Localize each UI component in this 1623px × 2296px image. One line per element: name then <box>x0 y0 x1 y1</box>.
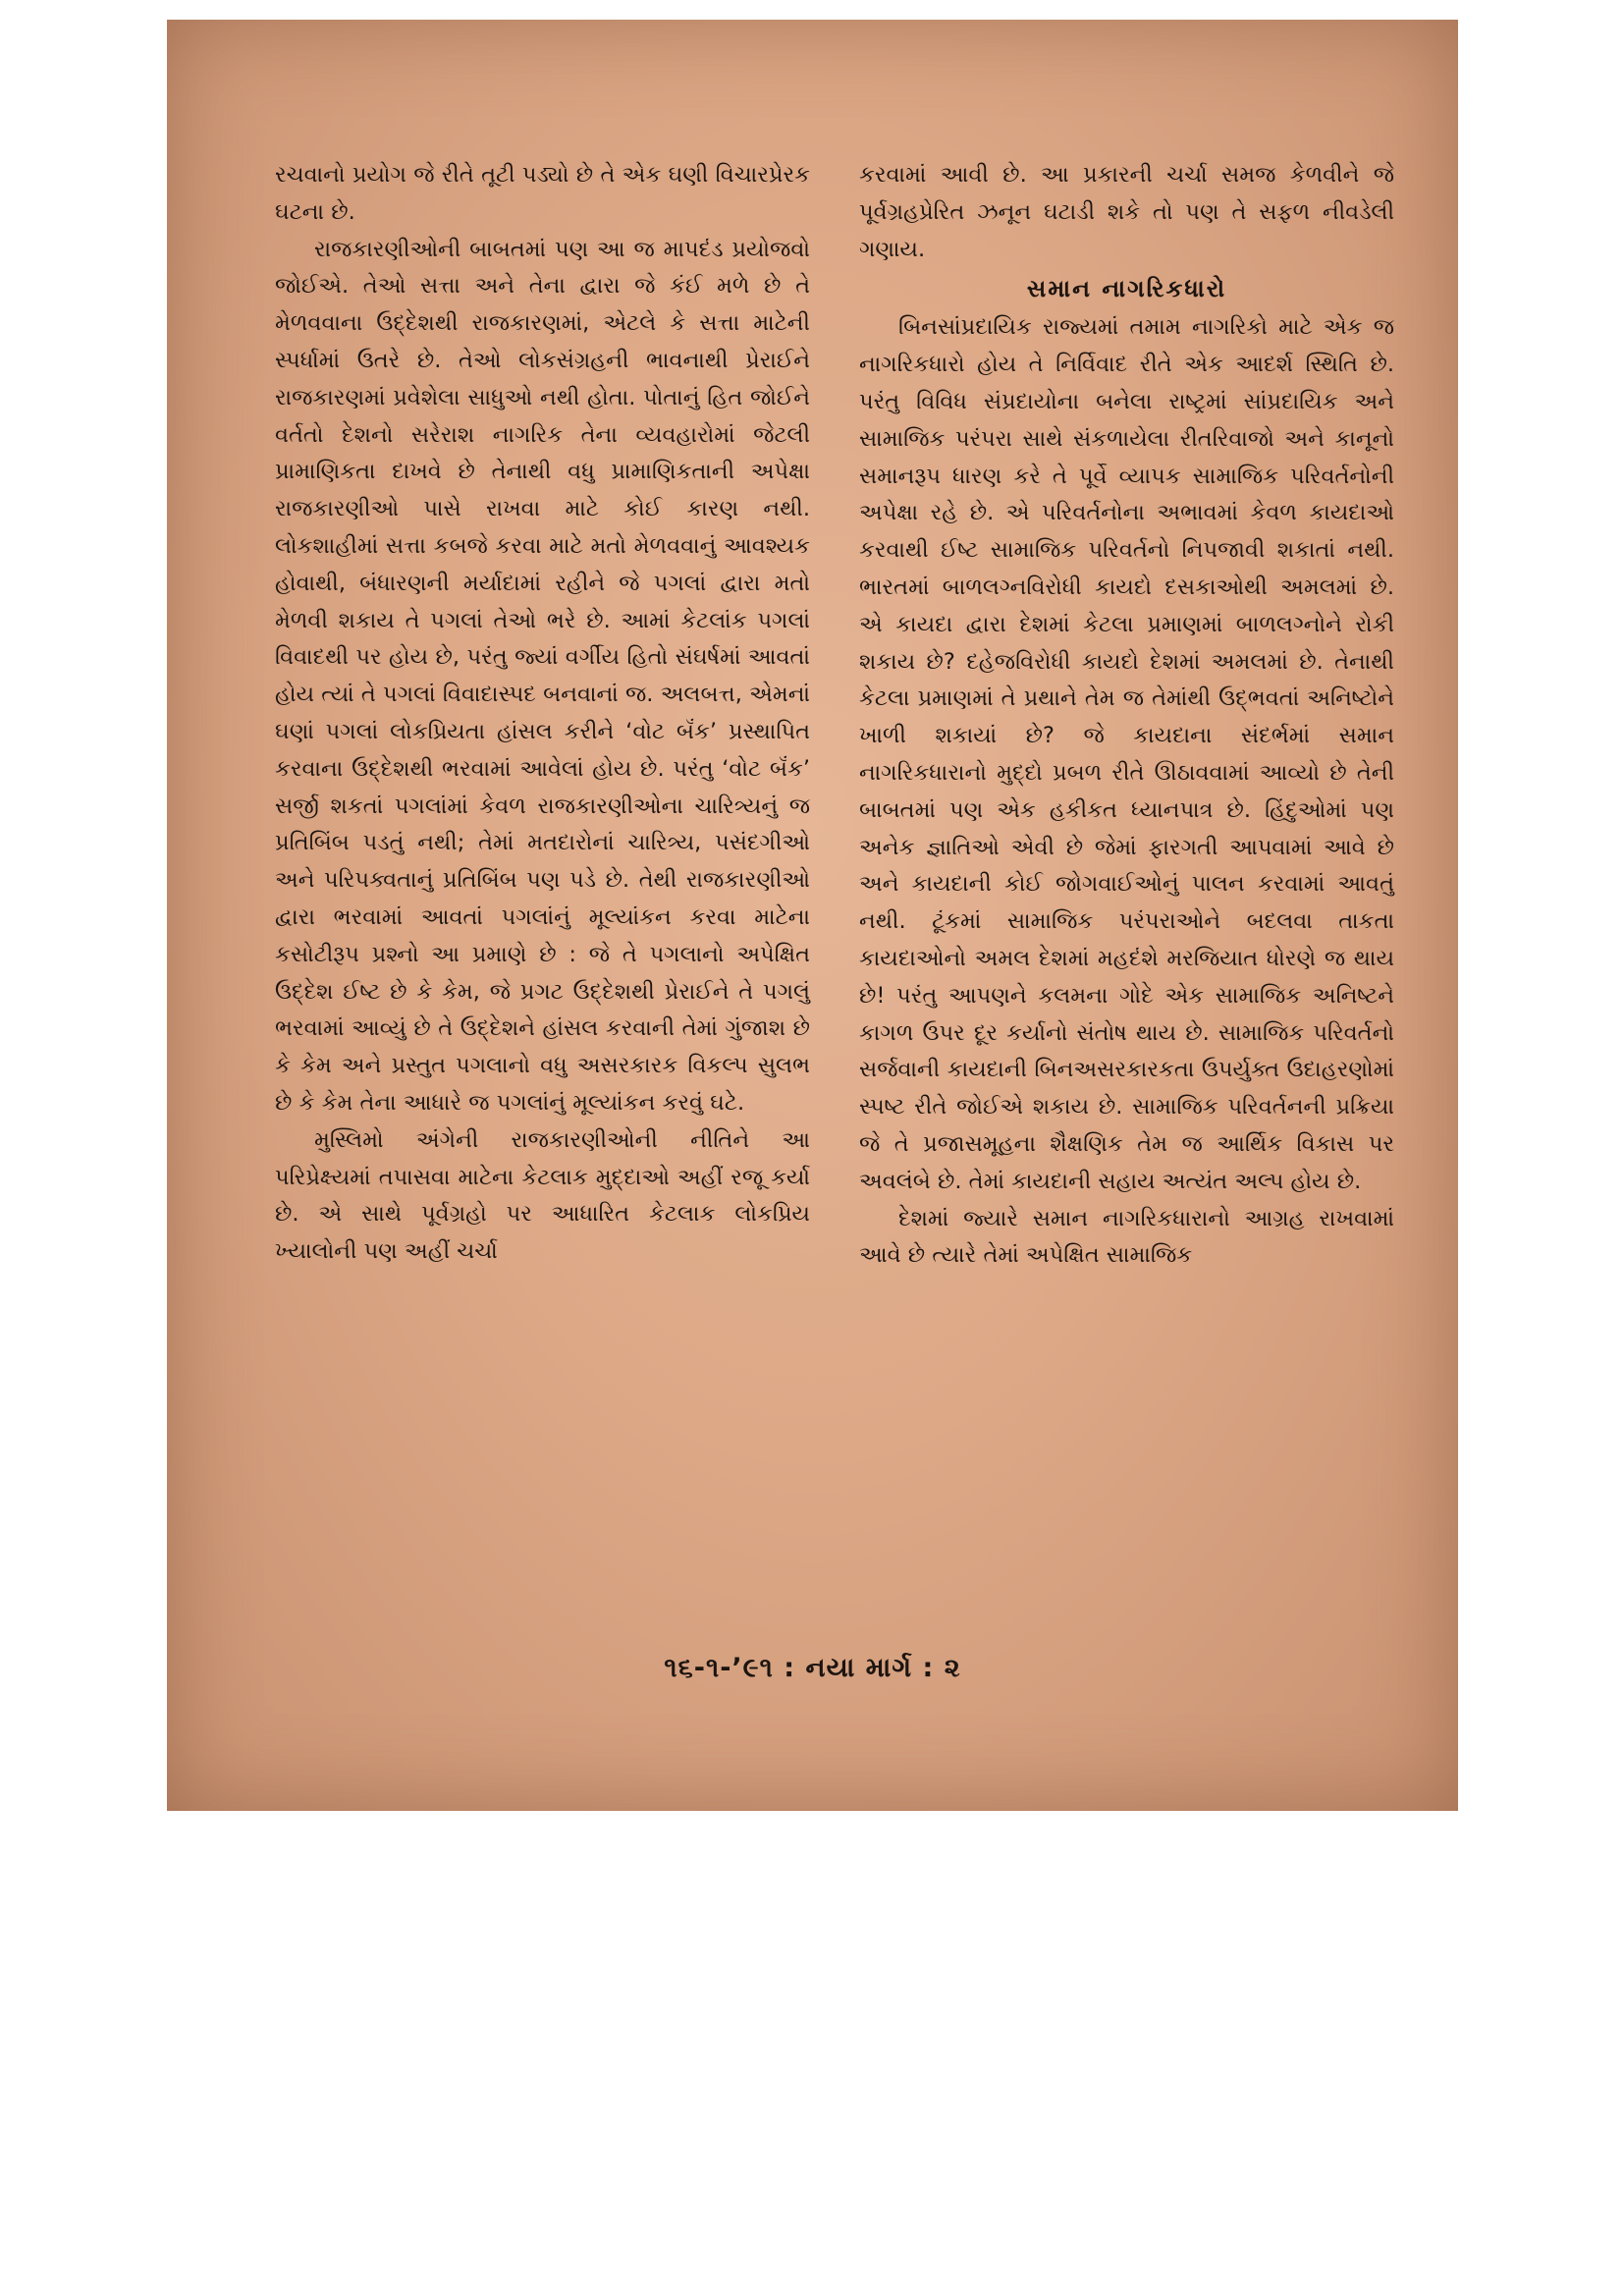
right-paragraph-3: દેશમાં જ્યારે સમાન નાગરિકધારાનો આગ્રહ રાખવામાં આવે છે ત્યારે તેમાં અપેક્ષિત સામાજિક <box>859 1205 1394 1269</box>
page-footer: ૧૬-૧-’૯૧ : નયા માર્ગ : ૨ <box>664 1653 961 1683</box>
right-paragraph-2: બિનસાંપ્રદાયિક રાજ્યમાં તમામ નાગરિકો માટે એક જ નાગરિકધારો હોય તે નિર્વિવાદ રીતે એક આદર્શ સ્થિતિ છે. પરંતુ વિવિધ સંપ્રદાયોના બનેલા રાષ્ટ્રમાં સાંપ્રદાયિક અને સામાજિક પરંપરા સાથે સંકળાયેલા રીતરિવાજો અને કાનૂનો સમાનરૂપ ધારણ કરે તે પૂર્વે વ્યાપક સામાજિક પરિવર્તનોની અપેક્ષા રહે છે. એ પરિવર્તનોના અભાવમાં કેવળ કાયદાઓ કરવાથી ઈષ્ટ સામાજિક પરિવર્તનો નિપજાવી શકાતાં નથી. ભારતમાં બાળલગ્નવિરોધી કાયદો દસકાઓથી અમલમાં છે. એ કાયદા દ્વારા દેશમાં કેટલા પ્રમાણમાં બાળલગ્નોને રોકી શકાય છે? દહેજવિરોધી કાયદો દેશમાં અમલમાં છે. તેનાથી કેટલા પ્રમાણમાં તે પ્રથાને તેમ જ તેમાંથી ઉદ્ભવતાં અનિષ્ટોને ખાળી શકાયાં છે? જે કાયદાના સંદર્ભમાં સમાન નાગરિકધારાનો મુદ્દો પ્રબળ રીતે ઊઠાવવામાં આવ્યો છે તેની બાબતમાં પણ એક હકીકત ધ્યાનપાત્ર છે. હિંદુઓમાં પણ અનેક જ્ઞાતિઓ એવી છે જેમાં ફારગતી આપવામાં આવે છે અને કાયદાની કોઈ જોગવાઈઓનું પાલન કરવામાં આવતું નથી. ટૂંકમાં સામાજિક પરંપરાઓને બદલવા તાકતા કાયદાઓનો અમલ દેશમાં મહદંશે મરજિયાત ધોરણે જ થાય છે! પરંતુ આપણને કલમના ગોદે એક સામાજિક અનિષ્ટને કાગળ ઉપર દૂર કર્યાનો સંતોષ થાય છે. સામાજિક પરિવર્તનો સર્જવાની કાયદાની બિનઅસરકારકતા ઉપર્યુક્ત ઉદાહરણોમાં સ્પષ્ટ રીતે જોઈએ શકાય છે. સામાજિક પરિવર્તનની પ્રક્રિયા જે તે પ્રજાસમૂહના શૈક્ષણિક તેમ જ આર્થિક વિકાસ પર અવલંબે છે. તેમાં કાયદાની સહાય અત્યંત અલ્પ હોય છે. <box>859 314 1394 1194</box>
left-paragraph-2: રાજકારણીઓની બાબતમાં પણ આ જ માપદંડ પ્રયોજવો જોઈએ. તેઓ સત્તા અને તેના દ્વારા જે કંઈ મળે છે તે મેળવવાના ઉદ્દેશથી રાજકારણમાં, એટલે કે સત્તા માટેની સ્પર્ધામાં ઉતરે છે. તેઓ લોકસંગ્રહની ભાવનાથી પ્રેરાઈને રાજકારણમાં પ્રવેશેલા સાધુઓ નથી હોતા. પોતાનું હિત જોઈને વર્તતો દેશનો સરેરાશ નાગરિક તેના વ્યવહારોમાં જેટલી પ્રામાણિકતા દાખવે છે તેનાથી વધુ પ્રામાણિકતાની અપેક્ષા રાજકારણીઓ પાસે રાખવા માટે કોઈ કારણ નથી. લોકશાહીમાં સત્તા કબજે કરવા માટે મતો મેળવવાનું આવશ્યક હોવાથી, બંધારણની મર્યાદામાં રહીને જે પગલાં દ્વારા મતો મેળવી શકાય તે પગલાં તેઓ ભરે છે. આમાં કેટલાંક પગલાં વિવાદથી પર હોય છે, પરંતુ જ્યાં વર્ગીય હિતો સંઘર્ષમાં આવતાં હોય ત્યાં તે પગલાં વિવાદાસ્પદ બનવાનાં જ. અલબત્ત, એમનાં ઘણાં પગલાં લોકપ્રિયતા હાંસલ કરીને ‘વોટ બૅંક’ પ્રસ્થાપિત કરવાના ઉદ્દેશથી ભરવામાં આવેલાં હોય છે. પરંતુ ‘વોટ બૅંક’ સર્જી શકતાં પગલાંમાં કેવળ રાજકારણીઓના ચારિત્ર્યનું જ પ્રતિબિંબ પડતું નથી; તેમાં મતદારોનાં ચારિત્ર્ય, પસંદગીઓ અને પરિપક્વતાનું પ્રતિબિંબ પણ પડે છે. તેથી રાજકારણીઓ દ્વારા ભરવામાં આવતાં પગલાંનું મૂલ્યાંકન કરવા માટેના કસોટીરૂપ પ્રશ્નો આ પ્રમાણે છે : જે તે પગલાનો અપેક્ષિત ઉદ્દેશ ઈષ્ટ છે કે કેમ, જે પ્રગટ ઉદ્દેશથી પ્રેરાઈને તે પગલું ભરવામાં આવ્યું છે તે ઉદ્દેશને હાંસલ કરવાની તેમાં ગુંજાશ છે કે કેમ અને પ્રસ્તુત પગલાનો વધુ અસરકારક વિકલ્પ સુલભ છે કે કેમ તેના આધારે જ પગલાંનું મૂલ્યાંકન કરવું ઘટે. <box>275 236 810 1116</box>
right-column <box>859 157 1394 1275</box>
left-paragraph-3: મુસ્લિમો અંગેની રાજકારણીઓની નીતિને આ પરિપ્રેક્ષ્યમાં તપાસવા માટેના કેટલાક મુદ્દાઓ અહીં રજૂ કર્યા છે. એ સાથે પૂર્વગ્રહો પર આધારિત કેટલાક લોકપ્રિય ખ્યાલોની પણ અહીં ચર્ચા <box>275 1126 810 1265</box>
magazine-page <box>167 20 1458 1811</box>
left-paragraph-1: રચવાનો પ્રયોગ જે રીતે તૂટી પડ્યો છે તે એક ઘણી વિચારપ્રેરક ઘટના છે. <box>275 162 810 225</box>
section-heading: સમાન નાગરિકધારો <box>1026 275 1227 303</box>
right-paragraph-1: કરવામાં આવી છે. આ પ્રકારની ચર્ચા સમજ કેળવીને જે પૂર્વગ્રહપ્રેરિત ઝનૂન ઘટાડી શકે તો પણ તે સફળ નીવડેલી ગણાય. <box>859 162 1394 262</box>
left-column <box>275 157 810 1271</box>
